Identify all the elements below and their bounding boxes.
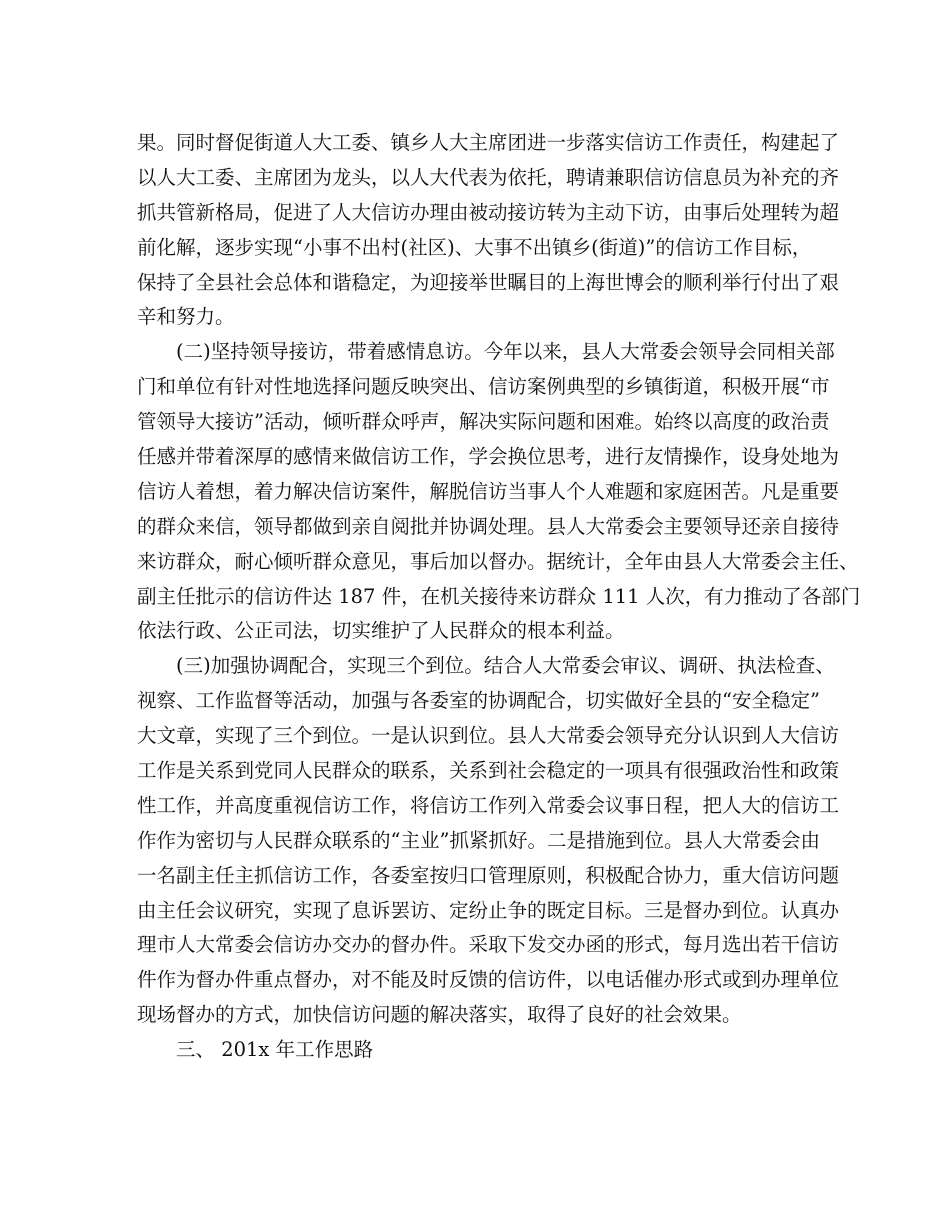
text-line: 信访人着想，着力解决信访案件，解脱信访当事人个人难题和家庭困苦。凡是重要: [137, 479, 840, 503]
text-line: 辛和努力。: [137, 305, 235, 329]
text-line: 件作为督办件重点督办，对不能及时反馈的信访件，以电话催办形式或到办理单位: [137, 968, 840, 992]
text-line: 以人大工委、主席团为龙头，以人大代表为依托，聘请兼职信访信息员为补充的齐: [137, 165, 840, 189]
text-line: 由主任会议研究，实现了息诉罢访、定纷止争的既定目标。三是督办到位。认真办: [137, 898, 840, 922]
text-line: 依法行政、公正司法，切实维护了人民群众的根本利益。: [137, 619, 625, 643]
text-line: 管领导大接访”活动，倾听群众呼声，解决实际问题和困难。始终以高度的政治责: [137, 410, 830, 434]
text-line: 任感并带着深厚的感情来做信访工作，学会换位思考，进行友情操作，设身处地为: [137, 445, 840, 469]
text-line: 视察、工作监督等活动，加强与各委室的协调配合，切实做好全县的“安全稳定”: [137, 689, 820, 713]
text-line: 一名副主任主抓信访工作，各委室按归口管理原则，积极配合协力，重大信访问题: [137, 863, 840, 887]
text-line: (三)加强协调配合，实现三个到位。结合人大常委会审议、调研、执法检查、: [176, 654, 835, 678]
document-body: [137, 126, 861, 1068]
text-line: 果。同时督促街道人大工委、镇乡人大主席团进一步落实信访工作责任，构建起了: [137, 131, 840, 154]
text-line: 副主任批示的信访件达 187 件，在机关接待来访群众 111 人次，有力推动了各部门: [137, 584, 861, 608]
text-line: (二)坚持领导接访，带着感情息访。今年以来，县人大常委会领导会同相关部: [176, 340, 835, 364]
text-line: 大文章，实现了三个到位。一是认识到位。县人大常委会领导充分认识到人大信访: [137, 724, 840, 748]
text-line: 抓共管新格局，促进了人大信访办理由被动接访转为主动下访，由事后处理转为超: [137, 200, 840, 224]
text-line: 的群众来信，领导都做到亲自阅批并协调处理。县人大常委会主要领导还亲自接待: [137, 514, 840, 538]
text-line: 三、 201x 年工作思路: [176, 1038, 374, 1062]
text-line: 来访群众，耐心倾听群众意见，事后加以督办。据统计，全年由县人大常委会主任、: [137, 549, 859, 573]
text-line: 性工作，并高度重视信访工作，将信访工作列入常委会议事日程，把人大的信访工: [137, 793, 840, 817]
text-line: 前化解，逐步实现“小事不出村(社区)、大事不出镇乡(街道)”的信访工作目标，: [137, 235, 812, 259]
text-line: 理市人大常委会信访办交办的督办件。采取下发交办函的形式，每月选出若干信访: [137, 933, 840, 957]
text-line: 门和单位有针对性地选择问题反映突出、信访案例典型的乡镇街道，积极开展“市: [137, 375, 830, 399]
text-line: 作作为密切与人民群众联系的“主业”抓紧抓好。二是措施到位。县人大常委会由: [137, 828, 820, 852]
text-line: 保持了全县社会总体和谐稳定，为迎接举世瞩目的上海世博会的顺利举行付出了艰: [137, 270, 840, 294]
text-line: 现场督办的方式，加快信访问题的解决落实，取得了良好的社会效果。: [137, 1003, 742, 1027]
text-line: 工作是关系到党同人民群众的联系，关系到社会稳定的一项具有很强政治性和政策: [137, 759, 840, 783]
